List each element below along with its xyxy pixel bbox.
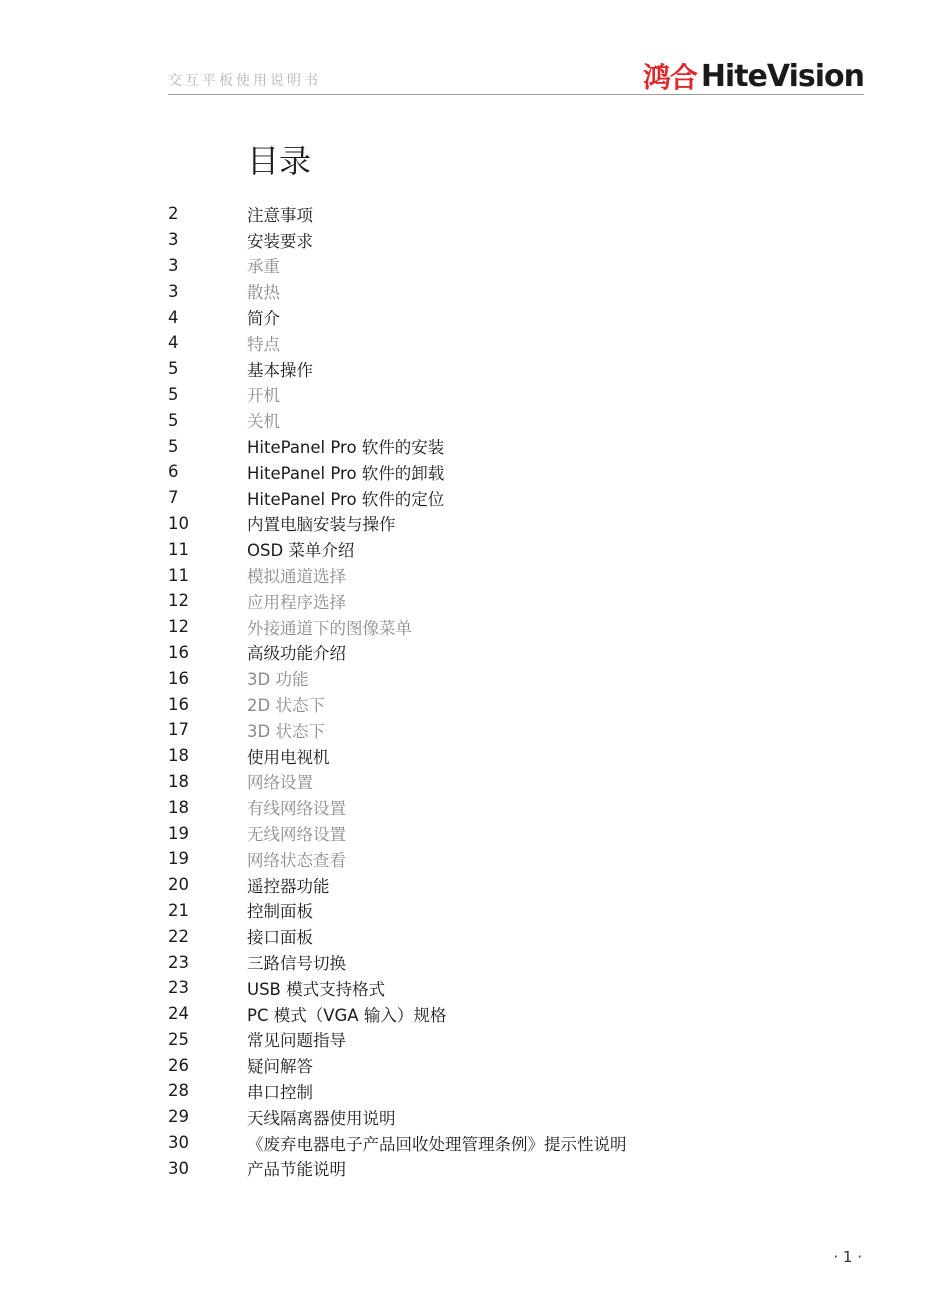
- page-number: · 1 ·: [833, 1248, 862, 1266]
- toc-entry-title: 有线网络设置: [247, 799, 346, 819]
- toc-page-number: 12: [168, 591, 189, 611]
- toc-entry[interactable]: [168, 794, 788, 820]
- toc-entry[interactable]: [168, 253, 788, 279]
- toc-entry-title: 接口面板: [247, 928, 313, 948]
- toc-entry[interactable]: [168, 614, 788, 640]
- toc-page-number: 25: [168, 1029, 189, 1049]
- toc-page-number: 5: [168, 410, 179, 430]
- toc-entry-title: 外接通道下的图像菜单: [247, 618, 412, 638]
- toc-entry[interactable]: [168, 227, 788, 253]
- toc-page-number: 2: [168, 204, 179, 224]
- toc-entry[interactable]: [168, 975, 788, 1001]
- toc-page-number: 3: [168, 255, 179, 275]
- toc-entry-title: 疑问解答: [247, 1057, 313, 1077]
- toc-page-number: 29: [168, 1107, 189, 1127]
- toc-entry[interactable]: [168, 1052, 788, 1078]
- toc-entry-title: 产品节能说明: [247, 1160, 346, 1180]
- toc-entry[interactable]: [168, 1104, 788, 1130]
- toc-page-number: 12: [168, 617, 189, 637]
- toc-entry[interactable]: [168, 640, 788, 666]
- toc-page-number: 7: [168, 488, 179, 508]
- toc-entry-title: 3D 功能: [247, 670, 309, 690]
- toc-entry[interactable]: [168, 872, 788, 898]
- toc-entry-title: 网络设置: [247, 773, 313, 793]
- toc-page-number: 22: [168, 926, 189, 946]
- header-divider: [168, 94, 864, 95]
- toc-entry[interactable]: [168, 923, 788, 949]
- toc-page-number: 5: [168, 359, 179, 379]
- toc-entry-title: OSD 菜单介绍: [247, 541, 355, 561]
- toc-entry-title: 基本操作: [247, 360, 313, 380]
- toc-entry[interactable]: [168, 1078, 788, 1104]
- toc-entry-title: PC 模式（VGA 输入）规格: [247, 1005, 447, 1025]
- toc-entry[interactable]: [168, 949, 788, 975]
- toc-entry[interactable]: [168, 1027, 788, 1053]
- toc-page-number: 28: [168, 1081, 189, 1101]
- toc-entry[interactable]: [168, 1155, 788, 1181]
- toc-page-number: 30: [168, 1158, 189, 1178]
- toc-entry[interactable]: [168, 382, 788, 408]
- toc-page-number: 19: [168, 823, 189, 843]
- toc-entry-title: 承重: [247, 257, 280, 277]
- toc-entry-title: HitePanel Pro 软件的定位: [247, 489, 445, 509]
- logo-english-text: HiteVision: [700, 58, 864, 94]
- toc-entry[interactable]: [168, 433, 788, 459]
- toc-entry[interactable]: [168, 201, 788, 227]
- toc-entry[interactable]: [168, 691, 788, 717]
- toc-page-number: 20: [168, 875, 189, 895]
- toc-entry[interactable]: [168, 511, 788, 537]
- toc-entry-title: HitePanel Pro 软件的卸载: [247, 463, 445, 483]
- toc-entry-title: 控制面板: [247, 902, 313, 922]
- toc-page-number: 10: [168, 513, 189, 533]
- toc-page-number: 16: [168, 642, 189, 662]
- toc-entry[interactable]: [168, 743, 788, 769]
- toc-page-number: 3: [168, 230, 179, 250]
- toc-entry-title: 简介: [247, 309, 280, 329]
- logo-chinese-text: 鸿合: [642, 61, 697, 94]
- toc-entry-title: 三路信号切换: [247, 954, 346, 973]
- toc-page-number: 18: [168, 771, 189, 791]
- toc-page-number: 19: [168, 849, 189, 869]
- toc-entry[interactable]: [168, 407, 788, 433]
- toc-entry[interactable]: [168, 1130, 788, 1156]
- toc-entry-title: 内置电脑安装与操作: [247, 515, 396, 535]
- toc-entry[interactable]: [168, 304, 788, 330]
- toc-page-number: 23: [168, 952, 189, 972]
- toc-entry-title: 天线隔离器使用说明: [247, 1108, 396, 1128]
- toc-entry-title: 应用程序选择: [247, 592, 346, 612]
- toc-page-number: 23: [168, 978, 189, 998]
- toc-entry-title: 模拟通道选择: [247, 567, 346, 587]
- toc-entry[interactable]: [168, 536, 788, 562]
- toc-entry-title: 使用电视机: [247, 747, 330, 767]
- toc-entry[interactable]: [168, 1001, 788, 1027]
- toc-page-number: 18: [168, 797, 189, 817]
- toc-page-number: 16: [168, 694, 189, 714]
- toc-entry[interactable]: [168, 588, 788, 614]
- toc-entry-title: 3D 状态下: [247, 721, 325, 741]
- toc-page-number: 30: [168, 1133, 189, 1153]
- toc-page-number: 18: [168, 746, 189, 766]
- toc-entry[interactable]: [168, 846, 788, 872]
- toc-page-number: 21: [168, 900, 189, 920]
- toc-entry-title: 开机: [247, 386, 280, 406]
- toc-entry-title: 常见问题指导: [247, 1031, 346, 1051]
- toc-entry[interactable]: [168, 562, 788, 588]
- toc-entry[interactable]: [168, 769, 788, 795]
- toc-entry-title: 高级功能介绍: [247, 644, 346, 664]
- toc-page-number: 4: [168, 333, 179, 353]
- toc-heading: 目录: [247, 142, 312, 180]
- toc-page-number: 16: [168, 668, 189, 688]
- toc-page-number: 17: [168, 720, 189, 740]
- toc-entry-title: 《废弃电器电子产品回收处理管理条例》提示性说明: [247, 1134, 627, 1154]
- toc-entry-title: 遥控器功能: [247, 876, 330, 896]
- toc-page-number: 11: [168, 565, 189, 585]
- toc-page-number: 24: [168, 1004, 189, 1024]
- toc-entry-title: 无线网络设置: [247, 825, 346, 845]
- toc-entry-title: 散热: [247, 283, 280, 303]
- toc-entry-title: 特点: [247, 334, 280, 354]
- toc-page-number: 3: [168, 281, 179, 301]
- toc-entry-title: 2D 状态下: [247, 696, 325, 716]
- toc-page-number: 4: [168, 307, 179, 327]
- toc-entry-title: HitePanel Pro 软件的安装: [247, 438, 445, 458]
- toc-entry[interactable]: [168, 820, 788, 846]
- toc-entry-title: 串口控制: [247, 1082, 313, 1102]
- toc-entry-title: 注意事项: [247, 205, 313, 225]
- document-title: 交互平板使用说明书: [168, 73, 321, 89]
- toc-page-number: 26: [168, 1055, 189, 1075]
- toc-entry-title: 安装要求: [247, 231, 313, 251]
- toc-page-number: 5: [168, 384, 179, 404]
- toc-page-number: 11: [168, 539, 189, 559]
- toc-entry[interactable]: [168, 898, 788, 924]
- toc-entry[interactable]: [168, 278, 788, 304]
- toc-entry[interactable]: [168, 330, 788, 356]
- toc-entry[interactable]: [168, 717, 788, 743]
- toc-entry-title: 网络状态查看: [247, 850, 346, 870]
- toc-page-number: 6: [168, 462, 179, 482]
- toc-entry[interactable]: [168, 459, 788, 485]
- toc-entry[interactable]: [168, 485, 788, 511]
- toc-entry-title: USB 模式支持格式: [247, 979, 386, 999]
- toc-entry-title: 关机: [247, 412, 280, 432]
- toc-entry[interactable]: [168, 356, 788, 382]
- toc-entry[interactable]: [168, 665, 788, 691]
- table-of-contents: [168, 201, 788, 1181]
- hitevision-logo: [643, 58, 864, 94]
- toc-page-number: 5: [168, 436, 179, 456]
